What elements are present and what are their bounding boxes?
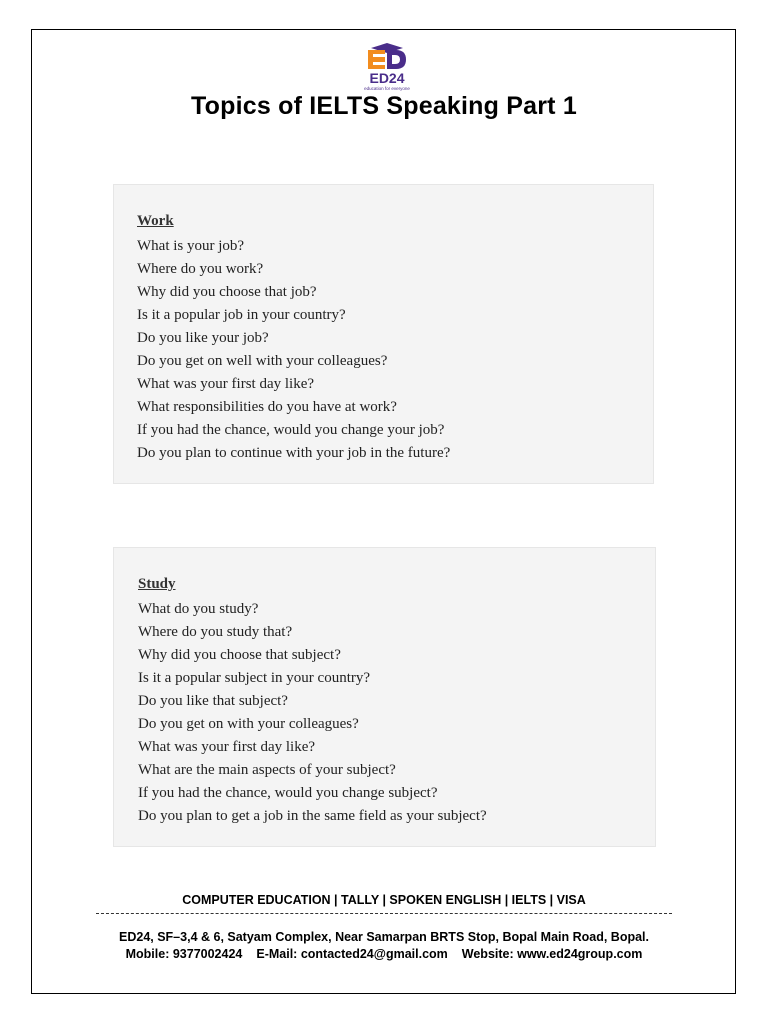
list-item: What is your job? xyxy=(137,238,245,254)
logo-tagline: education for everyone xyxy=(364,86,410,91)
page-border xyxy=(31,29,736,994)
list-item: What responsibilities do you have at work? xyxy=(137,399,397,415)
study-heading: Study xyxy=(138,576,176,592)
list-item: What are the main aspects of your subject? xyxy=(138,762,396,778)
list-item: Do you get on with your colleagues? xyxy=(138,716,359,732)
list-item: Where do you work? xyxy=(137,261,264,277)
study-question-list xyxy=(138,598,655,828)
list-item: Do you plan to continue with your job in the future? xyxy=(137,445,451,461)
work-question-list xyxy=(137,235,653,465)
dashed-divider xyxy=(96,913,672,914)
list-item: If you had the chance, would you change subject? xyxy=(138,785,438,801)
email-address: E-Mail: contacted24@gmail.com xyxy=(256,947,448,961)
page-title: Topics of IELTS Speaking Part 1 xyxy=(191,92,577,120)
list-item: Why did you choose that job? xyxy=(137,284,317,300)
list-item: Do you like that subject? xyxy=(138,693,288,709)
list-item: What was your first day like? xyxy=(138,739,316,755)
work-topic-box xyxy=(113,184,654,484)
logo-wordmark: ED24 xyxy=(369,70,405,86)
list-item: What was your first day like? xyxy=(137,376,315,392)
contact-line xyxy=(0,947,768,961)
list-item: If you had the chance, would you change your job? xyxy=(137,422,445,438)
list-item: Where do you study that? xyxy=(138,624,293,640)
list-item: Do you like your job? xyxy=(137,330,269,346)
list-item: Do you plan to get a job in the same field as your subject? xyxy=(138,808,487,824)
ed24-logo xyxy=(354,42,420,94)
services-line: COMPUTER EDUCATION | TALLY | SPOKEN ENGLISH | IELTS | VISA xyxy=(182,893,586,907)
work-heading: Work xyxy=(137,213,174,229)
website-address: Website: www.ed24group.com xyxy=(461,947,643,961)
study-topic-box xyxy=(113,547,656,847)
list-item: Why did you choose that subject? xyxy=(138,647,341,663)
list-item: Is it a popular job in your country? xyxy=(137,307,346,323)
mobile-number: Mobile: 9377002424 xyxy=(125,947,243,961)
list-item: What do you study? xyxy=(138,601,259,617)
address-line: ED24, SF–3,4 & 6, Satyam Complex, Near Samarpan BRTS Stop, Bopal Main Road, Bopal. xyxy=(119,930,649,944)
list-item: Do you get on well with your colleagues? xyxy=(137,353,388,369)
list-item: Is it a popular subject in your country? xyxy=(138,670,371,686)
